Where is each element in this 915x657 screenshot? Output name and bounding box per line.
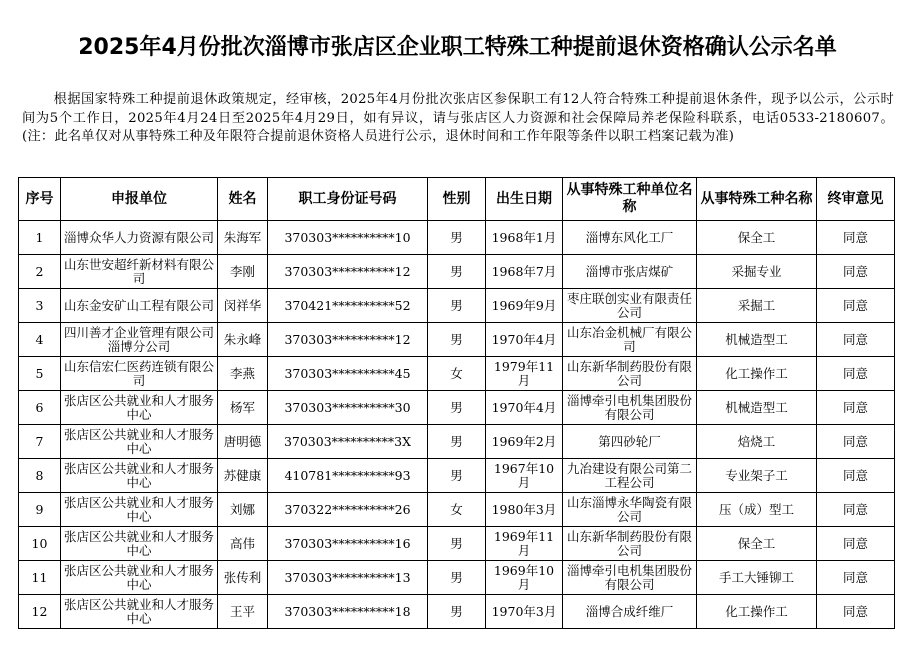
- cell-id-number: 370303**********12: [268, 255, 428, 289]
- cell-opinion: 同意: [817, 289, 895, 323]
- cell-name: 李刚: [218, 255, 268, 289]
- cell-birth-date: 1968年7月: [486, 255, 563, 289]
- intro-paragraph: 根据国家特殊工种提前退休政策规定，经审核，2025年4月份批次张店区参保职工有12人符合特殊工种提前退休条件，现予以公示，公示时间为5个工作日，2025年4月24日至2025年4月29日，如有异议，请与张店区人力资源和社会保障局养老保险科联系，电话0533-2180607。(注：此名单仅对从事特殊工种及年限符合提前退休资格人员进行公示，退休时间和工作年限等条件以职工档案记载为准): [22, 92, 894, 144]
- cell-seq: 5: [19, 357, 61, 391]
- cell-unit: 四川善才企业管理有限公司淄博分公司: [61, 323, 218, 357]
- cell-unit: 张店区公共就业和人才服务中心: [61, 425, 218, 459]
- cell-birth-date: 1969年2月: [486, 425, 563, 459]
- cell-unit: 张店区公共就业和人才服务中心: [61, 391, 218, 425]
- cell-special-unit: 枣庄联创实业有限责任公司: [563, 289, 697, 323]
- cell-gender: 男: [428, 391, 486, 425]
- table-body: [19, 221, 895, 629]
- cell-special-job: 保全工: [697, 527, 817, 561]
- cell-opinion: 同意: [817, 323, 895, 357]
- cell-opinion: 同意: [817, 595, 895, 629]
- cell-birth-date: 1970年3月: [486, 595, 563, 629]
- cell-opinion: 同意: [817, 425, 895, 459]
- cell-id-number: 370303**********30: [268, 391, 428, 425]
- col-id-header: 职工身份证号码: [268, 178, 428, 221]
- cell-special-unit: 山东淄博永华陶瓷有限公司: [563, 493, 697, 527]
- cell-gender: 男: [428, 221, 486, 255]
- page-title: 2025年4月份批次淄博市张店区企业职工特殊工种提前退休资格确认公示名单: [78, 35, 837, 60]
- cell-special-job: 机械造型工: [697, 391, 817, 425]
- cell-gender: 男: [428, 561, 486, 595]
- cell-id-number: 370303**********3X: [268, 425, 428, 459]
- cell-id-number: 370322**********26: [268, 493, 428, 527]
- cell-special-unit: 九冶建设有限公司第二工程公司: [563, 459, 697, 493]
- cell-birth-date: 1979年11月: [486, 357, 563, 391]
- cell-special-unit: 淄博东风化工厂: [563, 221, 697, 255]
- cell-name: 李燕: [218, 357, 268, 391]
- cell-special-job: 焙烧工: [697, 425, 817, 459]
- cell-seq: 6: [19, 391, 61, 425]
- cell-gender: 女: [428, 357, 486, 391]
- cell-seq: 2: [19, 255, 61, 289]
- cell-id-number: 370303**********13: [268, 561, 428, 595]
- cell-id-number: 370303**********16: [268, 527, 428, 561]
- cell-seq: 7: [19, 425, 61, 459]
- table-row: [19, 459, 895, 493]
- cell-unit: 张店区公共就业和人才服务中心: [61, 459, 218, 493]
- cell-special-unit: 第四砂轮厂: [563, 425, 697, 459]
- cell-seq: 3: [19, 289, 61, 323]
- cell-name: 刘娜: [218, 493, 268, 527]
- cell-special-unit: 山东新华制药股份有限公司: [563, 357, 697, 391]
- cell-birth-date: 1967年10月: [486, 459, 563, 493]
- cell-unit: 山东金安矿山工程有限公司: [61, 289, 218, 323]
- cell-special-job: 压（成）型工: [697, 493, 817, 527]
- cell-unit: 张店区公共就业和人才服务中心: [61, 561, 218, 595]
- cell-opinion: 同意: [817, 255, 895, 289]
- cell-unit: 张店区公共就业和人才服务中心: [61, 527, 218, 561]
- roster-table: [18, 177, 895, 629]
- col-gender-header: 性别: [428, 178, 486, 221]
- table-row: [19, 221, 895, 255]
- table-row: [19, 493, 895, 527]
- cell-opinion: 同意: [817, 561, 895, 595]
- cell-id-number: 370303**********12: [268, 323, 428, 357]
- cell-unit: 山东世安超纤新材料有限公司: [61, 255, 218, 289]
- cell-gender: 男: [428, 255, 486, 289]
- cell-unit: 张店区公共就业和人才服务中心: [61, 595, 218, 629]
- table-row: [19, 289, 895, 323]
- cell-special-job: 手工大锤铆工: [697, 561, 817, 595]
- cell-gender: 男: [428, 425, 486, 459]
- cell-seq: 4: [19, 323, 61, 357]
- table-row: [19, 323, 895, 357]
- table-header: [19, 178, 895, 221]
- col-special-unit-header: 从事特殊工种单位名称: [563, 178, 697, 221]
- cell-unit: 张店区公共就业和人才服务中心: [61, 493, 218, 527]
- cell-birth-date: 1969年10月: [486, 561, 563, 595]
- table-row: [19, 561, 895, 595]
- cell-special-unit: 淄博牵引电机集团股份有限公司: [563, 561, 697, 595]
- col-opinion-header: 终审意见: [817, 178, 895, 221]
- cell-name: 杨军: [218, 391, 268, 425]
- cell-birth-date: 1969年11月: [486, 527, 563, 561]
- table-row: [19, 391, 895, 425]
- cell-special-unit: 山东冶金机械厂有限公司: [563, 323, 697, 357]
- cell-opinion: 同意: [817, 357, 895, 391]
- cell-opinion: 同意: [817, 221, 895, 255]
- cell-gender: 男: [428, 459, 486, 493]
- col-name-header: 姓名: [218, 178, 268, 221]
- cell-special-job: 化工操作工: [697, 595, 817, 629]
- cell-unit: 山东信宏仁医药连锁有限公司: [61, 357, 218, 391]
- cell-name: 闵祥华: [218, 289, 268, 323]
- cell-id-number: 370303**********10: [268, 221, 428, 255]
- col-birth-header: 出生日期: [486, 178, 563, 221]
- cell-special-job: 专业架子工: [697, 459, 817, 493]
- cell-birth-date: 1970年4月: [486, 391, 563, 425]
- cell-special-unit: 淄博市张店煤矿: [563, 255, 697, 289]
- cell-gender: 男: [428, 527, 486, 561]
- cell-name: 张传利: [218, 561, 268, 595]
- cell-birth-date: 1970年4月: [486, 323, 563, 357]
- cell-special-job: 保全工: [697, 221, 817, 255]
- cell-opinion: 同意: [817, 493, 895, 527]
- cell-special-unit: 淄博牵引电机集团股份有限公司: [563, 391, 697, 425]
- cell-name: 王平: [218, 595, 268, 629]
- cell-seq: 10: [19, 527, 61, 561]
- cell-name: 朱永峰: [218, 323, 268, 357]
- cell-birth-date: 1980年3月: [486, 493, 563, 527]
- cell-id-number: 410781**********93: [268, 459, 428, 493]
- cell-id-number: 370303**********18: [268, 595, 428, 629]
- cell-opinion: 同意: [817, 459, 895, 493]
- table-row: [19, 595, 895, 629]
- cell-birth-date: 1969年9月: [486, 289, 563, 323]
- cell-seq: 1: [19, 221, 61, 255]
- cell-id-number: 370303**********45: [268, 357, 428, 391]
- cell-name: 高伟: [218, 527, 268, 561]
- col-unit-header: 申报单位: [61, 178, 218, 221]
- cell-opinion: 同意: [817, 391, 895, 425]
- cell-special-job: 采掘专业: [697, 255, 817, 289]
- cell-seq: 9: [19, 493, 61, 527]
- cell-special-job: 机械造型工: [697, 323, 817, 357]
- cell-name: 苏健康: [218, 459, 268, 493]
- cell-special-job: 采掘工: [697, 289, 817, 323]
- cell-gender: 男: [428, 595, 486, 629]
- cell-seq: 8: [19, 459, 61, 493]
- table-row: [19, 425, 895, 459]
- cell-gender: 女: [428, 493, 486, 527]
- cell-special-unit: 淄博合成纤维厂: [563, 595, 697, 629]
- cell-unit: 淄博众华人力资源有限公司: [61, 221, 218, 255]
- cell-opinion: 同意: [817, 527, 895, 561]
- cell-special-unit: 山东新华制药股份有限公司: [563, 527, 697, 561]
- header-row: [19, 178, 895, 221]
- col-special-job-header: 从事特殊工种名称: [697, 178, 817, 221]
- cell-special-job: 化工操作工: [697, 357, 817, 391]
- cell-name: 朱海军: [218, 221, 268, 255]
- table-row: [19, 255, 895, 289]
- table-row: [19, 527, 895, 561]
- col-seq-header: 序号: [19, 178, 61, 221]
- cell-name: 唐明德: [218, 425, 268, 459]
- cell-seq: 12: [19, 595, 61, 629]
- cell-seq: 11: [19, 561, 61, 595]
- cell-id-number: 370421**********52: [268, 289, 428, 323]
- cell-gender: 男: [428, 323, 486, 357]
- cell-gender: 男: [428, 289, 486, 323]
- table-row: [19, 357, 895, 391]
- cell-birth-date: 1968年1月: [486, 221, 563, 255]
